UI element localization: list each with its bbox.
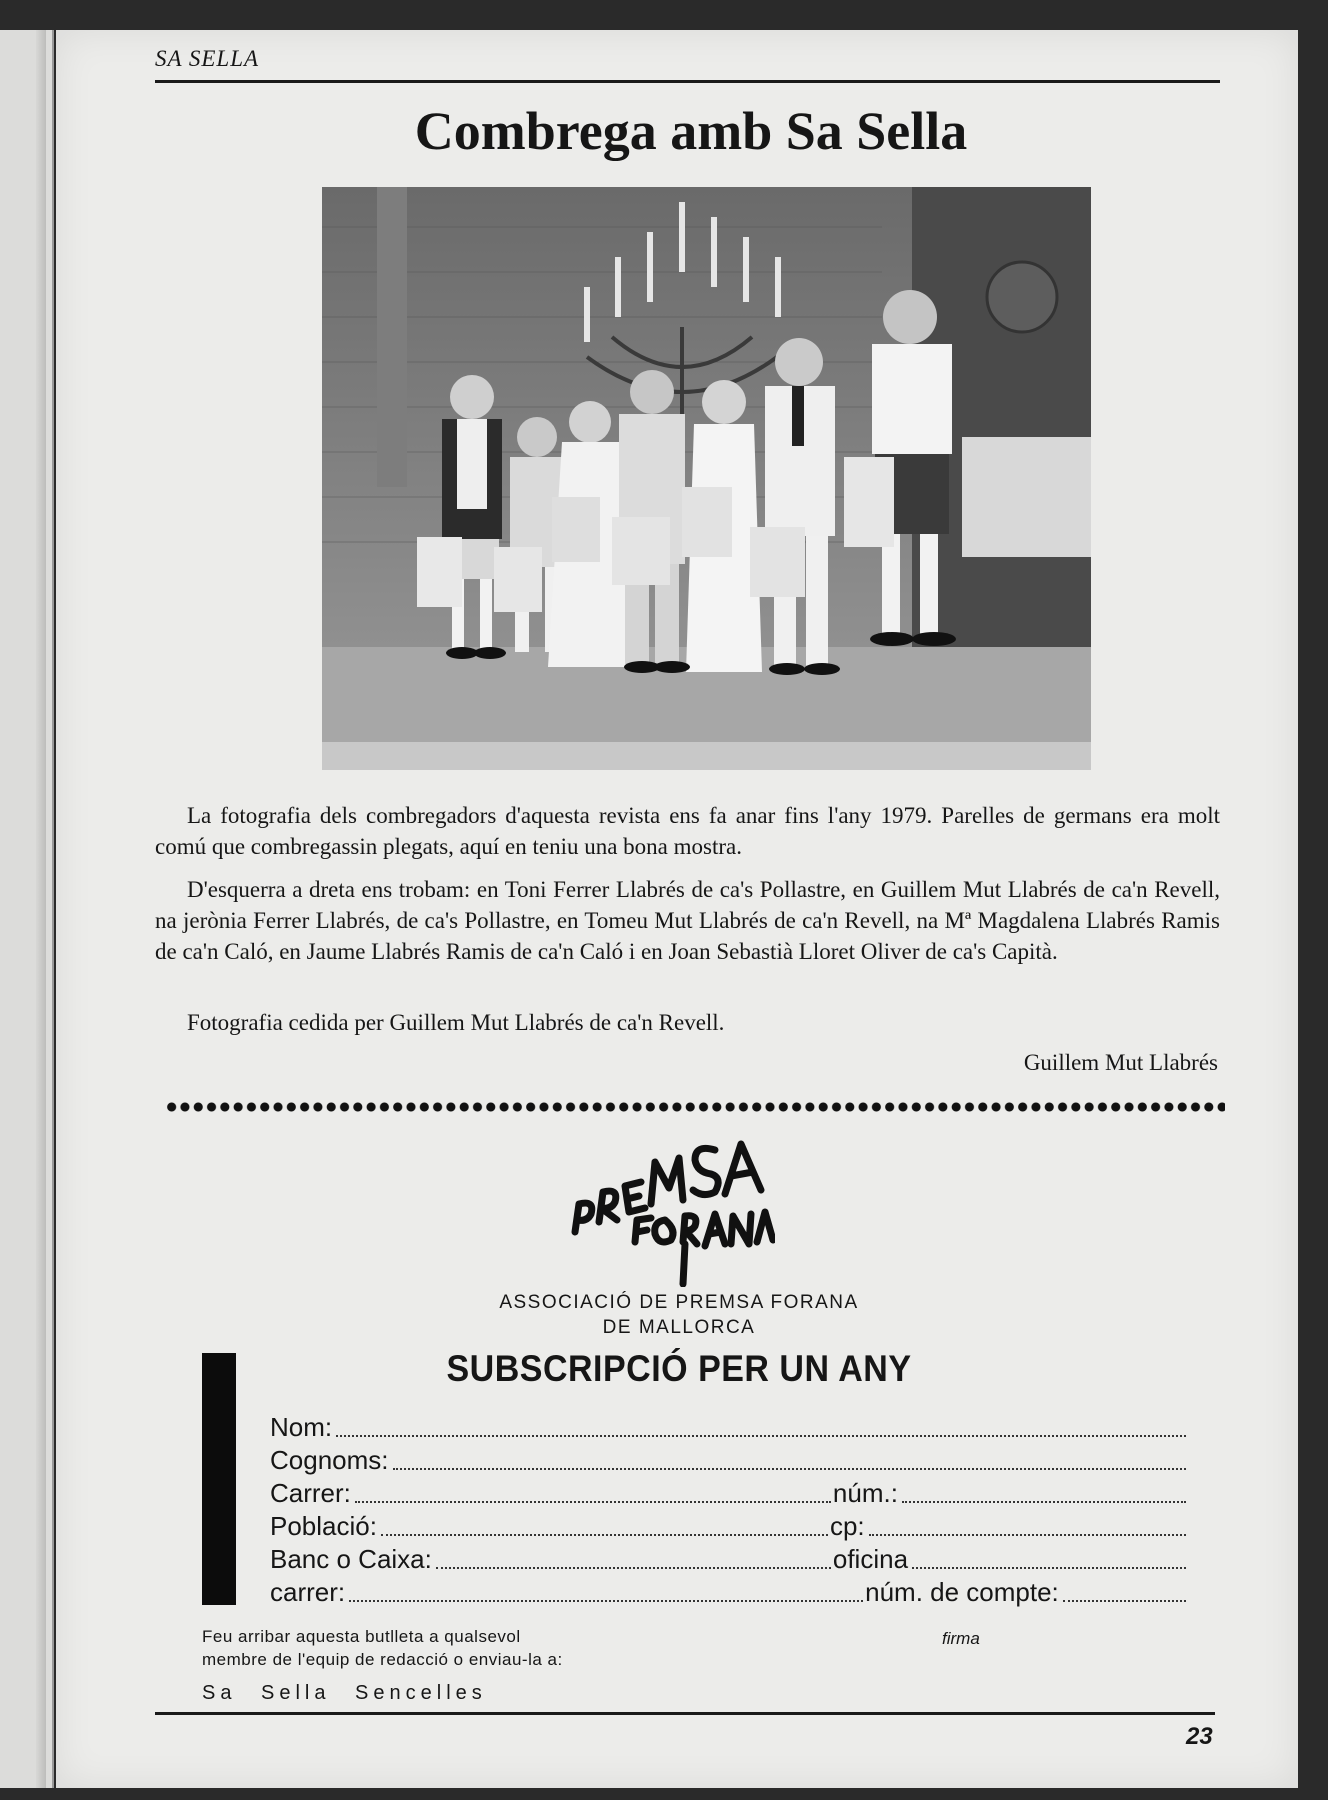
footer-rule: [155, 1712, 1215, 1715]
banc-label: Banc o Caixa:: [270, 1544, 432, 1574]
article-paragraph-3: Fotografia cedida per Guillem Mut Llabrés de ca'n Revell.: [187, 1010, 725, 1035]
facing-page-edge: [0, 30, 54, 1788]
oficina-label: oficina: [832, 1544, 909, 1574]
form-row-cognoms: [270, 1443, 1188, 1476]
subscription-heading: SUBSCRIPCIÓ PER UN ANY: [446, 1348, 912, 1390]
form-row-banc: [270, 1542, 1188, 1575]
carrer2-label: carrer:: [270, 1577, 346, 1607]
carrer2-field[interactable]: [349, 1600, 863, 1602]
num-label: núm.:: [832, 1478, 898, 1508]
note-line-1: Feu arribar aquesta butlleta a qualsevol: [202, 1627, 521, 1646]
association-line-2: DE MALLORCA: [602, 1317, 756, 1338]
subscription-form: [270, 1410, 1188, 1608]
poblacio-field[interactable]: [381, 1534, 828, 1536]
page-number: 23: [1186, 1723, 1213, 1750]
article-title: Combrega amb Sa Sella: [414, 101, 968, 161]
dotted-separator: [165, 1100, 1225, 1114]
delivery-note: [202, 1625, 563, 1671]
communion-children-photo: [322, 187, 1091, 770]
compte-label: núm. de compte:: [865, 1577, 1059, 1607]
cp-label: cp:: [829, 1511, 865, 1541]
form-row-carrer2: [270, 1575, 1188, 1608]
poblacio-label: Població:: [270, 1511, 377, 1541]
header-rule: [155, 80, 1220, 83]
cognoms-field[interactable]: [393, 1468, 1187, 1470]
cognoms-label: Cognoms:: [270, 1445, 389, 1475]
form-row-poblacio: [270, 1509, 1188, 1542]
compte-field[interactable]: [1063, 1600, 1186, 1602]
note-line-2: membre de l'equip de redacció o enviau-la a:: [202, 1650, 563, 1669]
banc-field[interactable]: [436, 1567, 831, 1569]
oficina-field[interactable]: [912, 1567, 1186, 1569]
num-field[interactable]: [902, 1501, 1186, 1503]
article-author: Guillem Mut Llabrés: [1023, 1050, 1218, 1075]
running-header: SA SELLA: [155, 46, 260, 71]
article-paragraph-2: D'esquerra a dreta ens trobam: en Toni Ferrer Llabrés de ca's Pollastre, en Guillem Mut Llabrés de ca'n Revell, na jerònia Ferrer Llabrés, de ca's Pollastre, en Tomeu Mut Llabrés de ca'n Revell, na Mª Magdalena Llabrés Ramis de ca'n Caló, en Jaume Llabrés Ramis de ca'n Caló i en Joan Sebastià Lloret Oliver de ca's Capità.: [155, 877, 1220, 964]
signature-label: firma: [942, 1629, 980, 1648]
nom-label: Nom:: [270, 1412, 333, 1442]
article-paragraph-1: La fotografia dels combregadors d'aquesta revista ens fa anar fins l'any 1979. Parelles de germans era molt comú que combregassin plegats, aquí en teniu una bona mostra.: [155, 803, 1220, 859]
cp-field[interactable]: [869, 1534, 1186, 1536]
carrer-field[interactable]: [355, 1501, 831, 1503]
association-line-1: ASSOCIACIÓ DE PREMSA FORANA: [499, 1292, 859, 1313]
mailing-address: Sa Sella Sencelles: [202, 1682, 487, 1704]
nom-field[interactable]: [336, 1435, 1186, 1437]
carrer-label: Carrer:: [270, 1478, 351, 1508]
association-name: [0, 1290, 1328, 1340]
premsa-forana-logo: [565, 1122, 775, 1287]
black-vertical-bar: [202, 1353, 236, 1605]
photo-illustration: [322, 187, 1091, 770]
form-row-nom: [270, 1410, 1188, 1443]
form-row-carrer: [270, 1476, 1188, 1509]
